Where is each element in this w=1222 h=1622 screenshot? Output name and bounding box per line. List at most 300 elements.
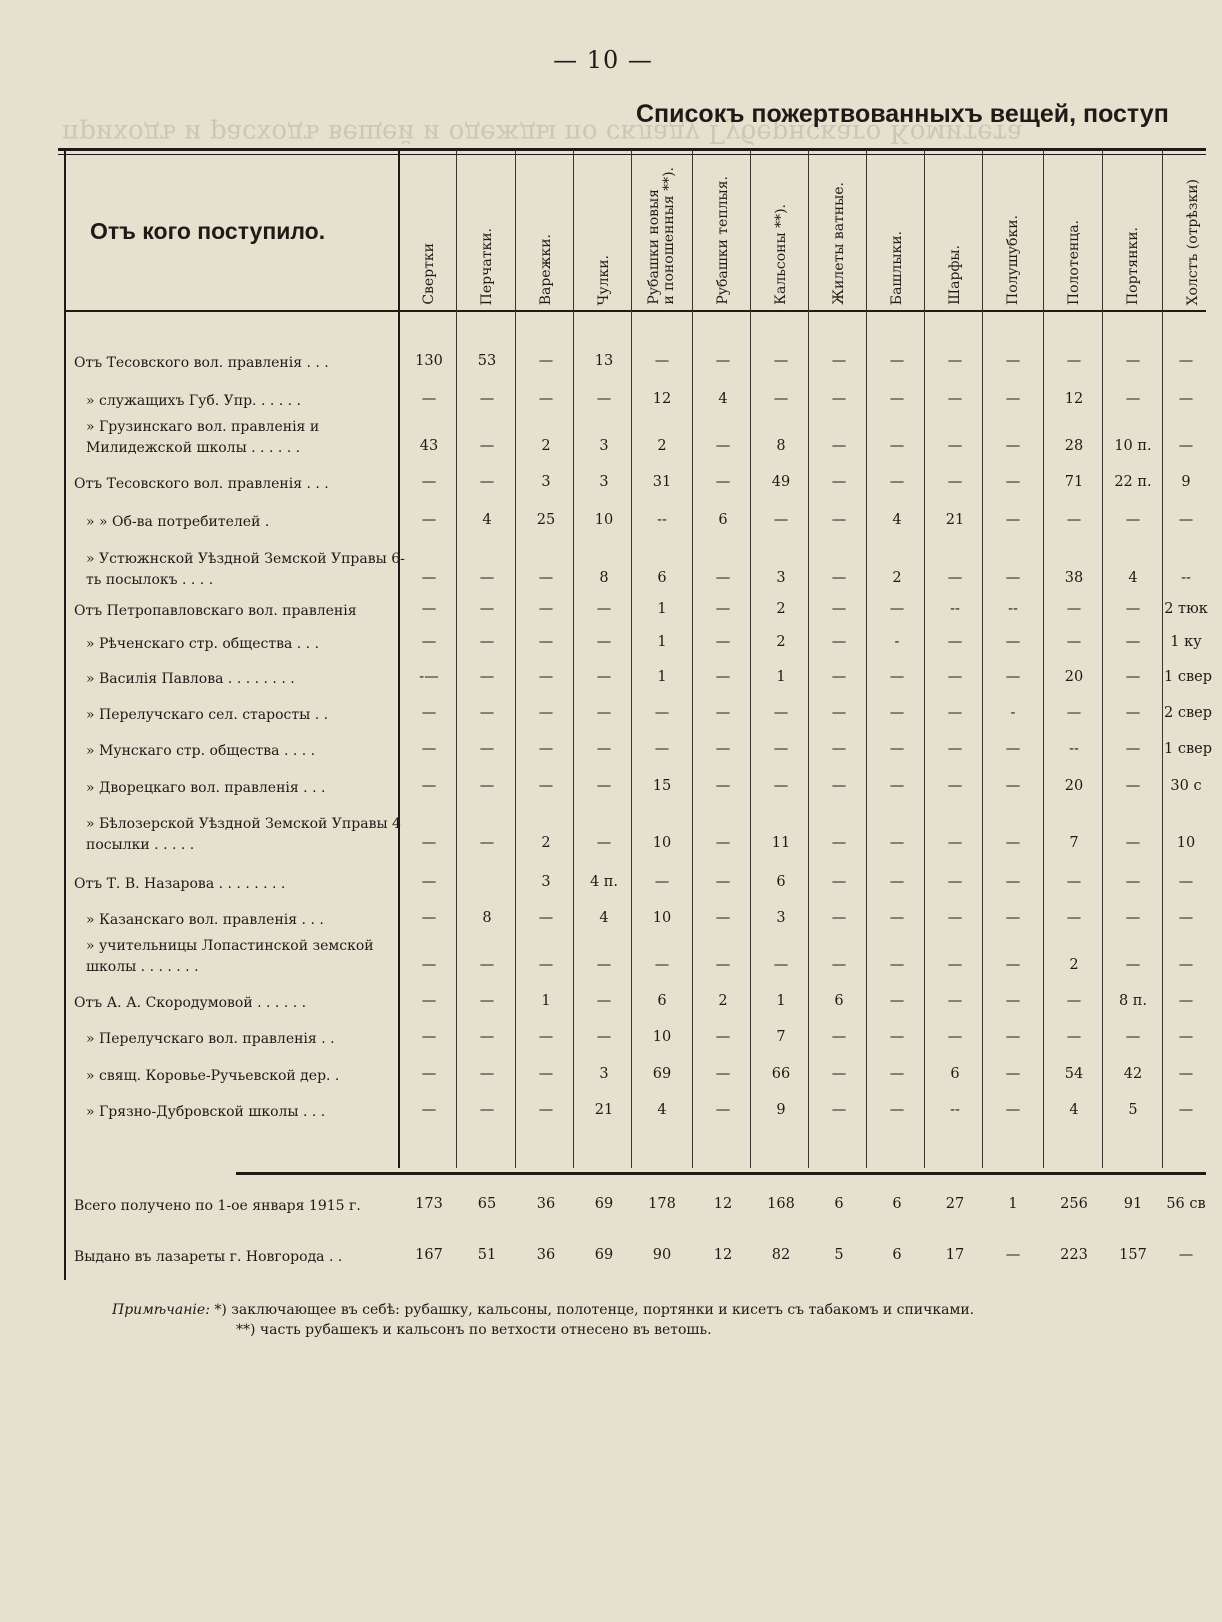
table-cell: 49 bbox=[771, 474, 791, 490]
table-cell: 4 bbox=[1128, 570, 1138, 586]
table-cell: 6 bbox=[834, 993, 844, 1009]
table-cell: — bbox=[479, 741, 495, 757]
table-cell: 10 bbox=[1176, 835, 1196, 851]
table-cell: — bbox=[1066, 1029, 1082, 1045]
totals-top-rule bbox=[236, 1172, 1206, 1175]
table-cell: -- bbox=[1008, 601, 1018, 617]
table-cell: -- bbox=[1069, 741, 1079, 757]
column-separator bbox=[1043, 150, 1044, 1168]
column-header bbox=[400, 155, 458, 305]
table-cell: — bbox=[947, 778, 963, 794]
table-cell: 6 bbox=[718, 512, 728, 528]
column-header-label: Чулки. bbox=[595, 254, 612, 305]
table-cell: 53 bbox=[477, 353, 497, 369]
column-header-label: Варежки. bbox=[537, 233, 554, 305]
column-separator bbox=[1162, 150, 1163, 1168]
table-cell: — bbox=[1178, 512, 1194, 528]
table-cell: 91 bbox=[1123, 1196, 1143, 1212]
table-cell: — bbox=[538, 634, 554, 650]
table-cell: 82 bbox=[771, 1247, 791, 1263]
table-cell: — bbox=[1125, 835, 1141, 851]
table-cell: — bbox=[715, 438, 731, 454]
row-label: » Грузинскаго вол. правленія и Милидежской школы . . . . . . bbox=[86, 419, 320, 456]
page-number: — 10 — bbox=[553, 46, 653, 74]
table-cell: 7 bbox=[776, 1029, 786, 1045]
table-cell: 10 bbox=[652, 910, 672, 926]
table-cell: — bbox=[596, 957, 612, 973]
table-cell: — bbox=[421, 601, 437, 617]
table-cell: 8 bbox=[776, 438, 786, 454]
table-cell: — bbox=[421, 1102, 437, 1118]
table-cell: — bbox=[773, 391, 789, 407]
table-cell: — bbox=[596, 391, 612, 407]
table-cell: -— bbox=[419, 669, 439, 685]
row-label: » свящ. Коровье-Ручьевской дер. . bbox=[86, 1068, 340, 1084]
table-cell: — bbox=[831, 705, 847, 721]
table-cell: — bbox=[596, 705, 612, 721]
table-cell: — bbox=[889, 957, 905, 973]
table-cell: — bbox=[1178, 993, 1194, 1009]
table-cell: — bbox=[831, 391, 847, 407]
table-cell: — bbox=[1178, 910, 1194, 926]
row-label: » служащихъ Губ. Упр. . . . . . bbox=[86, 393, 302, 409]
table-cell: — bbox=[947, 1029, 963, 1045]
table-cell: — bbox=[773, 741, 789, 757]
table-cell: 4 bbox=[482, 512, 492, 528]
table-cell: 10 п. bbox=[1114, 438, 1152, 454]
table-cell: — bbox=[479, 438, 495, 454]
table-cell: — bbox=[479, 835, 495, 851]
column-header bbox=[633, 155, 691, 305]
table-cell: — bbox=[1178, 1102, 1194, 1118]
table-cell: — bbox=[831, 874, 847, 890]
table-cell: — bbox=[831, 910, 847, 926]
table-cell: 7 bbox=[1069, 835, 1079, 851]
table-cell: 3 bbox=[776, 570, 786, 586]
table-cell: 69 bbox=[594, 1196, 614, 1212]
table-cell: 2 bbox=[657, 438, 667, 454]
table-cell: 56 св bbox=[1166, 1196, 1206, 1212]
table-cell: — bbox=[1005, 1247, 1021, 1263]
footnote-1: *) заключающее въ себѣ: рубашку, кальсоны, полотенце, портянки и кисетъ съ табакомъ и спичками. bbox=[214, 1302, 975, 1318]
left-border bbox=[64, 150, 66, 1280]
table-cell: — bbox=[889, 669, 905, 685]
table-cell: — bbox=[889, 391, 905, 407]
table-cell: 10 bbox=[652, 1029, 672, 1045]
table-cell: 1 bbox=[657, 634, 667, 650]
table-cell: 6 bbox=[834, 1196, 844, 1212]
table-cell: — bbox=[479, 957, 495, 973]
header-label: Отъ кого поступило. bbox=[90, 218, 326, 244]
table-cell: — bbox=[1125, 910, 1141, 926]
footnote bbox=[112, 1300, 974, 1340]
table-cell: 5 bbox=[1128, 1102, 1138, 1118]
table-cell: — bbox=[596, 741, 612, 757]
table-cell: — bbox=[947, 874, 963, 890]
column-header-label: Полотенца. bbox=[1065, 219, 1082, 305]
table-cell: 12 bbox=[713, 1196, 733, 1212]
column-header-label: Портянки. bbox=[1124, 226, 1141, 305]
table-cell: 6 bbox=[657, 570, 667, 586]
bleed-through-text: приходъ и расходъ вещей и одежды по складу Губернскаго Комитета bbox=[62, 118, 1023, 148]
table-cell: — bbox=[831, 1066, 847, 1082]
table-cell: — bbox=[479, 1029, 495, 1045]
row-label: » Устюжнской Уѣздной Земской Управы 6-ть посылокъ . . . . bbox=[86, 551, 405, 588]
row-label: » учительницы Лопастинской земской школы . . . . . . . bbox=[86, 938, 374, 975]
table-cell: — bbox=[773, 957, 789, 973]
table-cell: — bbox=[1125, 741, 1141, 757]
table-cell: — bbox=[889, 601, 905, 617]
table-cell: 2 bbox=[892, 570, 902, 586]
table-cell: — bbox=[947, 438, 963, 454]
table-cell: 168 bbox=[767, 1196, 795, 1212]
table-cell: 1 bbox=[657, 669, 667, 685]
table-cell: — bbox=[538, 669, 554, 685]
table-cell: — bbox=[479, 634, 495, 650]
table-cell: — bbox=[654, 353, 670, 369]
table-cell: — bbox=[654, 741, 670, 757]
table-cell: 12 bbox=[713, 1247, 733, 1263]
table-cell: — bbox=[1066, 353, 1082, 369]
table-cell: 65 bbox=[477, 1196, 497, 1212]
table-cell: — bbox=[889, 438, 905, 454]
table-cell: — bbox=[947, 391, 963, 407]
row-label: Отъ Тесовского вол. правленія . . . bbox=[74, 476, 329, 492]
table-cell: — bbox=[479, 391, 495, 407]
table-cell: 1 bbox=[657, 601, 667, 617]
column-header bbox=[517, 155, 575, 305]
table-cell: — bbox=[1005, 1029, 1021, 1045]
table-cell: — bbox=[773, 353, 789, 369]
table-cell: 6 bbox=[657, 993, 667, 1009]
table-cell: — bbox=[773, 778, 789, 794]
table-cell: — bbox=[889, 835, 905, 851]
table-cell: — bbox=[831, 474, 847, 490]
column-header bbox=[1045, 155, 1103, 305]
table-cell: 43 bbox=[419, 438, 439, 454]
table-cell: — bbox=[1178, 1247, 1194, 1263]
table-cell: — bbox=[538, 391, 554, 407]
table-cell: — bbox=[538, 741, 554, 757]
table-cell: 9 bbox=[1181, 474, 1191, 490]
table-cell: 54 bbox=[1064, 1066, 1084, 1082]
table-cell: 3 bbox=[541, 874, 551, 890]
table-cell: — bbox=[1066, 634, 1082, 650]
table-cell: — bbox=[831, 778, 847, 794]
table-cell: 3 bbox=[599, 438, 609, 454]
column-header bbox=[458, 155, 516, 305]
table-cell: 157 bbox=[1119, 1247, 1147, 1263]
table-cell: 15 bbox=[652, 778, 672, 794]
table-cell: 20 bbox=[1064, 669, 1084, 685]
row-label: » Перелучскаго сел. старосты . . bbox=[86, 707, 329, 723]
column-header bbox=[694, 155, 752, 305]
column-header-label: Кальсоны **). bbox=[772, 204, 789, 305]
table-cell: — bbox=[1066, 512, 1082, 528]
table-cell: — bbox=[479, 474, 495, 490]
table-cell: — bbox=[1005, 993, 1021, 1009]
table-cell: — bbox=[715, 353, 731, 369]
table-cell: — bbox=[831, 438, 847, 454]
table-cell: — bbox=[947, 474, 963, 490]
table-cell: — bbox=[1178, 1066, 1194, 1082]
table-cell: — bbox=[1125, 957, 1141, 973]
row-label: Отъ Петропавловскаго вол. правленія bbox=[74, 603, 357, 619]
table-cell: 2 свер bbox=[1164, 705, 1212, 721]
table-cell: — bbox=[479, 993, 495, 1009]
column-header bbox=[1104, 155, 1162, 305]
footnote-label: Примѣчаніе: bbox=[112, 1302, 210, 1318]
table-cell: 8 п. bbox=[1118, 993, 1148, 1009]
row-label: Отъ А. А. Скородумовой . . . . . . bbox=[74, 995, 307, 1011]
table-cell: - bbox=[1010, 705, 1016, 721]
table-cell: 90 bbox=[652, 1247, 672, 1263]
table-cell: 71 bbox=[1064, 474, 1084, 490]
table-cell: — bbox=[715, 1102, 731, 1118]
footnote-2: **) часть рубашекъ и кальсонъ по ветхости отнесено въ ветошь. bbox=[236, 1322, 712, 1338]
column-header bbox=[752, 155, 810, 305]
table-cell: — bbox=[596, 835, 612, 851]
table-cell: 178 bbox=[648, 1196, 676, 1212]
header-bottom-rule bbox=[64, 310, 1206, 312]
table-cell: -- bbox=[950, 601, 960, 617]
row-label: Отъ Тесовского вол. правленія . . . bbox=[74, 355, 329, 371]
table-cell: 13 bbox=[594, 353, 614, 369]
table-cell: 10 bbox=[652, 835, 672, 851]
table-cell: 2 bbox=[776, 634, 786, 650]
table-cell: 2 bbox=[541, 835, 551, 851]
table-cell: — bbox=[1125, 353, 1141, 369]
table-cell: 2 bbox=[1069, 957, 1079, 973]
table-cell: — bbox=[715, 778, 731, 794]
table-cell: 69 bbox=[652, 1066, 672, 1082]
table-cell: — bbox=[1005, 741, 1021, 757]
table-cell: — bbox=[1005, 474, 1021, 490]
table-cell: — bbox=[947, 705, 963, 721]
table-cell: — bbox=[421, 957, 437, 973]
table-cell: — bbox=[889, 1102, 905, 1118]
row-label: » Рѣченскаго стр. общества . . . bbox=[86, 636, 320, 652]
table-cell: — bbox=[479, 570, 495, 586]
table-cell: 27 bbox=[945, 1196, 965, 1212]
table-cell: — bbox=[479, 778, 495, 794]
table-cell: 1 свер bbox=[1164, 741, 1212, 757]
table-cell: — bbox=[947, 910, 963, 926]
table-cell: — bbox=[715, 835, 731, 851]
table-cell: 3 bbox=[776, 910, 786, 926]
table-cell: -- bbox=[950, 1102, 960, 1118]
row-label: Всего получено по 1-ое января 1915 г. bbox=[74, 1198, 361, 1214]
table-cell: 38 bbox=[1064, 570, 1084, 586]
table-cell: — bbox=[538, 778, 554, 794]
table-cell: — bbox=[538, 601, 554, 617]
table-cell: — bbox=[889, 741, 905, 757]
table-cell: - bbox=[894, 634, 900, 650]
table-cell: — bbox=[1005, 957, 1021, 973]
table-cell: — bbox=[421, 874, 437, 890]
table-cell: 20 bbox=[1064, 778, 1084, 794]
table-cell: 10 bbox=[594, 512, 614, 528]
table-cell: — bbox=[421, 778, 437, 794]
table-cell: 12 bbox=[652, 391, 672, 407]
table-cell: — bbox=[1005, 778, 1021, 794]
table-cell: — bbox=[831, 1029, 847, 1045]
table-cell: — bbox=[1125, 874, 1141, 890]
table-cell: -- bbox=[1181, 570, 1191, 586]
table-cell: 2 bbox=[718, 993, 728, 1009]
table-cell: — bbox=[1178, 438, 1194, 454]
table-cell: 1 ку bbox=[1170, 634, 1202, 650]
table-cell: — bbox=[947, 835, 963, 851]
table-cell: — bbox=[1125, 705, 1141, 721]
table-cell: — bbox=[596, 634, 612, 650]
table-cell: 1 bbox=[541, 993, 551, 1009]
table-cell: — bbox=[421, 570, 437, 586]
table-cell: — bbox=[1125, 391, 1141, 407]
column-header bbox=[1164, 155, 1222, 305]
table-cell: 1 bbox=[776, 669, 786, 685]
table-cell: 21 bbox=[945, 512, 965, 528]
table-cell: — bbox=[889, 1066, 905, 1082]
table-cell: — bbox=[538, 1029, 554, 1045]
column-header-label: Шарфы. bbox=[946, 245, 963, 305]
table-cell: 36 bbox=[536, 1247, 556, 1263]
table-cell: — bbox=[715, 474, 731, 490]
row-label: » Мунскаго стр. общества . . . . bbox=[86, 743, 316, 759]
table-cell: — bbox=[421, 705, 437, 721]
table-cell: — bbox=[715, 705, 731, 721]
table-cell: — bbox=[889, 353, 905, 369]
table-cell: — bbox=[1005, 1102, 1021, 1118]
table-cell: 130 bbox=[415, 353, 443, 369]
table-cell: 8 bbox=[482, 910, 492, 926]
table-cell: 42 bbox=[1123, 1066, 1143, 1082]
table-cell: — bbox=[421, 474, 437, 490]
table-cell: 4 bbox=[657, 1102, 667, 1118]
table-cell: — bbox=[715, 1066, 731, 1082]
table-cell: — bbox=[1178, 957, 1194, 973]
column-header-label: Свертки bbox=[420, 243, 437, 305]
page-title: Списокъ пожертвованныхъ вещей, поступ bbox=[636, 100, 1169, 128]
table-cell: — bbox=[1125, 1029, 1141, 1045]
row-label: » » Об-ва потребителей . bbox=[86, 514, 270, 530]
table-cell: — bbox=[1066, 910, 1082, 926]
table-cell: — bbox=[715, 570, 731, 586]
column-header-label: Рубашки теплыя. bbox=[714, 176, 731, 305]
column-header bbox=[575, 155, 633, 305]
table-cell: 223 bbox=[1060, 1247, 1088, 1263]
table-cell: 256 bbox=[1060, 1196, 1088, 1212]
table-cell: 69 bbox=[594, 1247, 614, 1263]
table-cell: — bbox=[831, 512, 847, 528]
table-cell: — bbox=[479, 601, 495, 617]
table-cell: 25 bbox=[536, 512, 556, 528]
table-cell: — bbox=[421, 1029, 437, 1045]
row-label: Отъ Т. В. Назарова . . . . . . . . bbox=[74, 876, 286, 892]
table-cell: 66 bbox=[771, 1066, 791, 1082]
table-cell: — bbox=[1125, 778, 1141, 794]
row-label: » Грязно-Дубровской школы . . . bbox=[86, 1104, 326, 1120]
table-cell: — bbox=[1125, 669, 1141, 685]
table-cell: — bbox=[947, 669, 963, 685]
table-cell: — bbox=[715, 601, 731, 617]
table-cell: 2 тюк bbox=[1164, 601, 1208, 617]
table-cell: 4 bbox=[892, 512, 902, 528]
table-cell: — bbox=[479, 705, 495, 721]
table-cell: 17 bbox=[945, 1247, 965, 1263]
table-cell: — bbox=[773, 705, 789, 721]
row-label: » Перелучскаго вол. правленія . . bbox=[86, 1031, 335, 1047]
table-cell: 22 п. bbox=[1114, 474, 1152, 490]
table-cell: — bbox=[479, 1102, 495, 1118]
table-top-rule bbox=[58, 148, 1206, 151]
table-cell: — bbox=[715, 741, 731, 757]
table-cell: — bbox=[654, 705, 670, 721]
column-header bbox=[926, 155, 984, 305]
table-cell: 3 bbox=[599, 1066, 609, 1082]
table-cell: — bbox=[538, 1102, 554, 1118]
table-cell: — bbox=[654, 874, 670, 890]
table-cell: — bbox=[1005, 570, 1021, 586]
table-cell: — bbox=[1005, 835, 1021, 851]
table-cell: — bbox=[947, 570, 963, 586]
table-cell: — bbox=[1125, 634, 1141, 650]
table-cell: 28 bbox=[1064, 438, 1084, 454]
table-cell: — bbox=[538, 353, 554, 369]
table-cell: 5 bbox=[834, 1247, 844, 1263]
table-cell: 51 bbox=[477, 1247, 497, 1263]
table-cell: — bbox=[538, 1066, 554, 1082]
column-header-label: Перчатки. bbox=[478, 227, 495, 305]
table-cell: — bbox=[1005, 634, 1021, 650]
table-cell: — bbox=[831, 741, 847, 757]
row-label: » Бѣлозерской Уѣздной Земской Управы 4 посылки . . . . . bbox=[86, 816, 401, 853]
table-cell: 30 с bbox=[1170, 778, 1202, 794]
table-cell: — bbox=[1005, 353, 1021, 369]
column-header bbox=[810, 155, 868, 305]
table-cell: — bbox=[1066, 993, 1082, 1009]
table-cell: — bbox=[421, 993, 437, 1009]
table-cell: — bbox=[596, 669, 612, 685]
column-header-label: Холстъ (отрѣзки) bbox=[1184, 178, 1201, 305]
table-cell: — bbox=[1005, 1066, 1021, 1082]
table-cell: — bbox=[889, 1029, 905, 1045]
table-cell: — bbox=[538, 910, 554, 926]
table-cell: — bbox=[1005, 874, 1021, 890]
table-cell: — bbox=[421, 835, 437, 851]
table-cell: — bbox=[889, 910, 905, 926]
table-cell: 6 bbox=[892, 1247, 902, 1263]
table-cell: — bbox=[1005, 512, 1021, 528]
table-cell: 1 bbox=[776, 993, 786, 1009]
table-cell: — bbox=[596, 601, 612, 617]
table-cell: — bbox=[421, 634, 437, 650]
column-header-label: Жилеты ватные. bbox=[830, 182, 847, 305]
table-cell: — bbox=[947, 634, 963, 650]
column-header-label: Башлыки. bbox=[888, 230, 905, 305]
table-cell: 4 bbox=[1069, 1102, 1079, 1118]
table-cell: — bbox=[421, 391, 437, 407]
table-cell: 4 bbox=[599, 910, 609, 926]
table-cell: — bbox=[889, 474, 905, 490]
table-cell: 3 bbox=[541, 474, 551, 490]
table-cell: 3 bbox=[599, 474, 609, 490]
table-cell: — bbox=[479, 1066, 495, 1082]
table-cell: — bbox=[889, 778, 905, 794]
table-cell: -- bbox=[657, 512, 667, 528]
table-cell: — bbox=[715, 1029, 731, 1045]
row-label: Выдано въ лазареты г. Новгорода . . bbox=[74, 1249, 343, 1265]
